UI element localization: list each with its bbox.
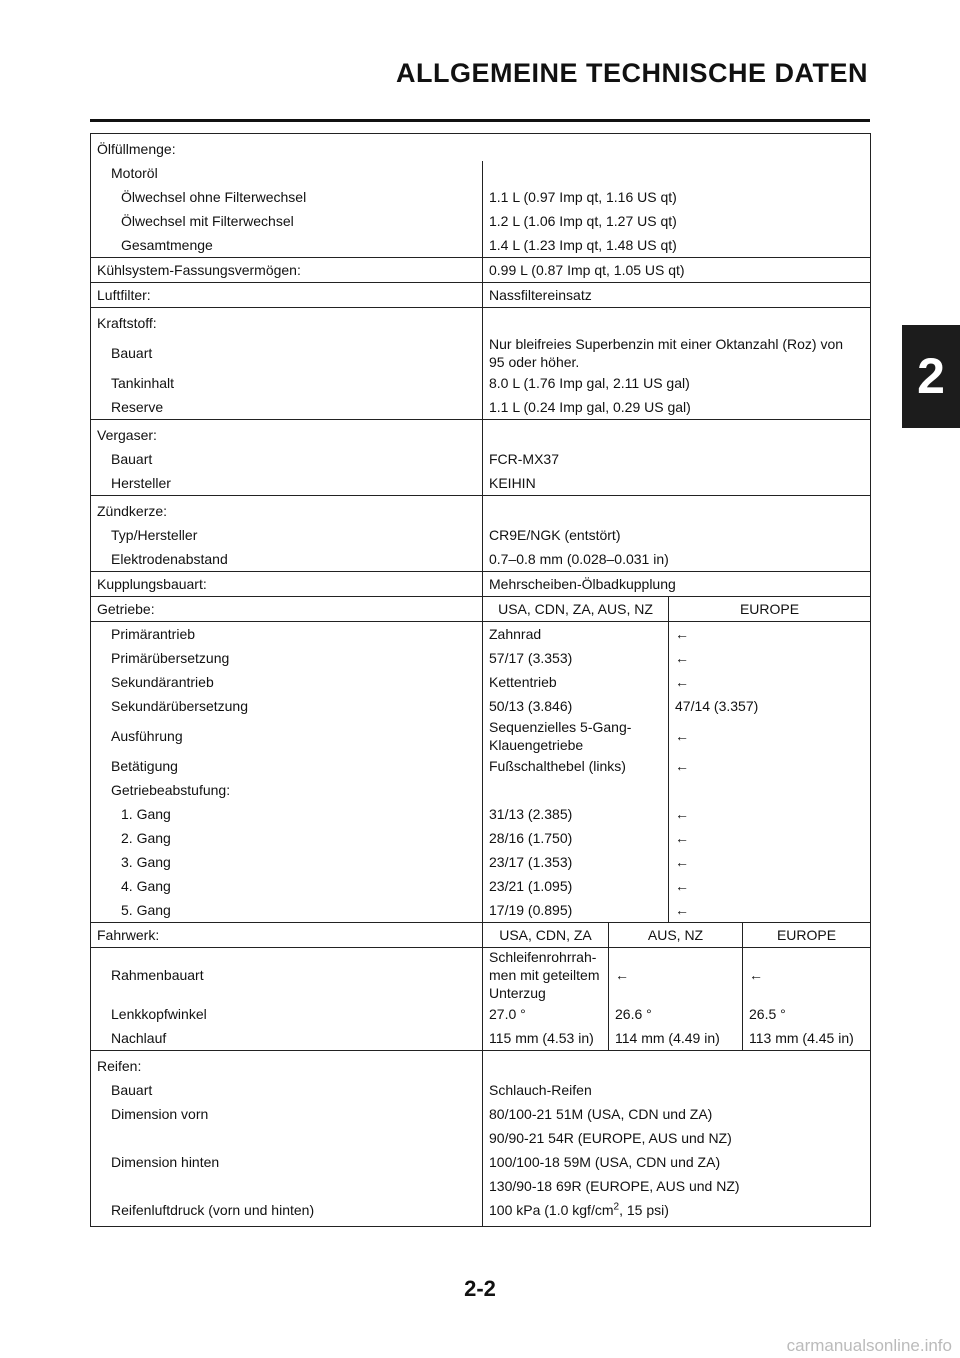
spark-label: Zündkerze: [97,503,168,519]
group-chassis [91,923,871,1051]
table-row [91,447,871,471]
frame-line-2: men mit geteiltem [489,967,600,983]
spec-value: 1.1 L (0.97 Imp qt, 1.16 US qt) [483,185,871,209]
spec-label: 5. Gang [121,902,171,918]
spec-value: Schlauch-Reifen [483,1078,871,1102]
spec-value: 26.6 ° [609,1002,743,1026]
spec-label: Hersteller [111,475,171,491]
gear-ratio-label: Getriebeabstufung: [111,782,231,798]
spec-value: FCR-MX37 [483,447,871,471]
spec-value: 115 mm (4.53 in) [483,1026,609,1051]
table-row [91,572,871,597]
table-row [91,233,871,258]
spec-label: 4. Gang [121,878,171,894]
table-row [91,471,871,496]
spec-value: 130/90-18 69R (EUROPE, AUS und NZ) [483,1174,871,1198]
column-header: EUROPE [669,597,871,622]
table-row [91,694,871,718]
spec-label: Nachlauf [111,1030,167,1046]
group-coolant [91,258,871,283]
spec-label: Kühlsystem-Fassungsvermögen: [97,262,301,278]
transmission-label: Getriebe: [97,601,155,617]
spec-value: 114 mm (4.49 in) [609,1026,743,1051]
spec-value: ← [669,670,871,694]
table-row [91,898,871,923]
spec-value [483,335,871,371]
table-row [91,718,871,754]
spec-value: Fußschalthebel (links) [483,754,669,778]
table-row [91,496,871,524]
table-row [91,258,871,283]
spec-label: Kupplungsbauart: [97,576,207,592]
spec-label: Bauart [111,345,153,361]
group-transmission [91,597,871,923]
spec-value: 1.1 L (0.24 Imp gal, 0.29 US gal) [483,395,871,420]
spec-value: 50/13 (3.846) [483,694,669,718]
spec-table [90,133,871,1227]
spec-value: 1.2 L (1.06 Imp qt, 1.27 US qt) [483,209,871,233]
spec-value: 80/100-21 51M (USA, CDN und ZA) [483,1102,871,1126]
spec-value: Nassfiltereinsatz [483,283,871,308]
table-row [91,161,871,185]
spec-label: Reserve [111,399,164,415]
spec-label: Elektrodenabstand [111,551,228,567]
table-row [91,283,871,308]
table-row [91,1102,871,1126]
spec-value: 113 mm (4.45 in) [743,1026,871,1051]
table-row [91,547,871,572]
chassis-label: Fahrwerk: [97,927,160,943]
spec-label: Bauart [111,1082,153,1098]
table-row [91,622,871,647]
spec-value: ← [669,646,871,670]
column-header: AUS, NZ [609,923,743,948]
spec-label: Sekundärantrieb [111,674,214,690]
table-row [91,1126,871,1150]
table-row [91,826,871,850]
table-row [91,134,871,162]
group-tires [91,1051,871,1227]
spec-label: 1. Gang [121,806,171,822]
spec-label: Typ/Hersteller [111,527,198,543]
spec-value: ← [669,898,871,923]
spec-label: 2. Gang [121,830,171,846]
spec-value: 28/16 (1.750) [483,826,669,850]
group-fuel [91,308,871,420]
pressure-superscript: 2 [613,1201,620,1213]
spec-label: Primärübersetzung [111,650,230,666]
spec-value: KEIHIN [483,471,871,496]
fuel-label: Kraftstoff: [97,315,157,331]
table-row [91,802,871,826]
spec-label: Betätigung [111,758,178,774]
page-title: ALLGEMEINE TECHNISCHE DATEN [395,58,868,88]
pressure-part-a: 100 kPa (1.0 kgf/cm [489,1202,614,1218]
table-row [91,1198,871,1227]
spec-value: ← [669,718,871,754]
engine-oil-label: Motoröl [111,165,158,181]
fuel-type-line-1: Nur bleifreies Superbenzin mit einer Oktanzahl (Roz) von [489,336,844,352]
spec-label: Reifenluftdruck (vorn und hinten) [111,1202,315,1218]
table-row [91,395,871,420]
table-row [91,1051,871,1079]
spec-label: Rahmenbauart [111,967,204,983]
spec-value: ← [669,754,871,778]
watermark[interactable]: carmanualsonline.info [786,1336,952,1355]
spec-label: Lenkkopfwinkel [111,1006,207,1022]
spec-value: 8.0 L (1.76 Imp gal, 2.11 US gal) [483,371,871,395]
group-clutch [91,572,871,597]
spec-label: Tankinhalt [111,375,175,391]
spec-value: CR9E/NGK (entstört) [483,523,871,547]
spec-value: 17/19 (0.895) [483,898,669,923]
spec-value: 57/17 (3.353) [483,646,669,670]
page-number: 2-2 [464,1276,496,1301]
oil-label: Ölfüllmenge: [97,141,176,157]
spec-value: ← [669,850,871,874]
spec-value: ← [669,826,871,850]
spec-value: ← [609,948,743,1003]
spec-label: Primärantrieb [111,626,196,642]
spec-value: 23/21 (1.095) [483,874,669,898]
spec-value: Kettentrieb [483,670,669,694]
table-row [91,371,871,395]
table-row [91,850,871,874]
table-row [91,754,871,778]
group-oil [91,134,871,258]
table-row [91,646,871,670]
spec-value: ← [669,802,871,826]
table-row [91,185,871,209]
table-row [91,308,871,336]
spec-label: Ölwechsel ohne Filterwechsel [121,189,307,205]
table-row [91,1174,871,1198]
transmission-type-line-1: Sequenzielles 5-Gang- [489,719,632,735]
table-row [91,420,871,448]
table-row [91,923,871,948]
table-row [91,523,871,547]
spec-value: 27.0 ° [483,1002,609,1026]
transmission-type-line-2: Klauengetriebe [489,737,584,753]
frame-line-1: Schleifenrohrrah- [489,949,597,965]
pressure-part-b: , 15 psi) [619,1202,669,1218]
table-row [91,948,871,1003]
spec-label: Bauart [111,451,153,467]
spec-value: 100/100-18 59M (USA, CDN und ZA) [483,1150,871,1174]
table-row [91,778,871,802]
carb-label: Vergaser: [97,427,157,443]
table-row [91,1026,871,1051]
spec-value: ← [669,622,871,647]
spec-value: 0.99 L (0.87 Imp qt, 1.05 US qt) [483,258,871,283]
spec-label: Sekundärübersetzung [111,698,248,714]
column-header: EUROPE [743,923,871,948]
spec-label: Dimension vorn [111,1106,209,1122]
column-header: USA, CDN, ZA [483,923,609,948]
spec-label: Gesamtmenge [121,237,213,253]
spec-value: 90/90-21 54R (EUROPE, AUS und NZ) [483,1126,871,1150]
spec-value [483,1198,871,1227]
spec-value: 23/17 (1.353) [483,850,669,874]
spec-label: Luftfilter: [97,287,151,303]
spec-value: Zahnrad [483,622,669,647]
table-row [91,670,871,694]
table-row [91,1078,871,1102]
frame-line-3: Unterzug [489,985,546,1001]
spec-value: 31/13 (2.385) [483,802,669,826]
spec-value: ← [743,948,871,1003]
spec-value: ← [669,874,871,898]
spec-value: 47/14 (3.357) [669,694,871,718]
tires-label: Reifen: [97,1058,142,1074]
spec-value [483,948,609,1003]
column-header: USA, CDN, ZA, AUS, NZ [483,597,669,622]
table-row [91,874,871,898]
spec-value: 26.5 ° [743,1002,871,1026]
spec-label: Ausführung [111,728,183,744]
spec-label: Dimension hinten [111,1154,220,1170]
spec-label: Ölwechsel mit Filterwechsel [121,213,294,229]
group-spark-plug [91,496,871,572]
spec-label: 3. Gang [121,854,171,870]
group-carburetor [91,420,871,496]
spec-value: Mehrscheiben-Ölbadkupplung [483,572,871,597]
table-row [91,597,871,622]
table-row [91,1150,871,1174]
spec-value [483,718,669,754]
spec-value: 1.4 L (1.23 Imp qt, 1.48 US qt) [483,233,871,258]
table-row [91,1002,871,1026]
group-airfilter [91,283,871,308]
section-tab[interactable]: 2 [902,325,960,428]
spec-value: 0.7–0.8 mm (0.028–0.031 in) [483,547,871,572]
table-row [91,335,871,371]
table-row [91,209,871,233]
title-rule [90,119,870,122]
fuel-type-line-2: 95 oder höher. [489,354,580,370]
